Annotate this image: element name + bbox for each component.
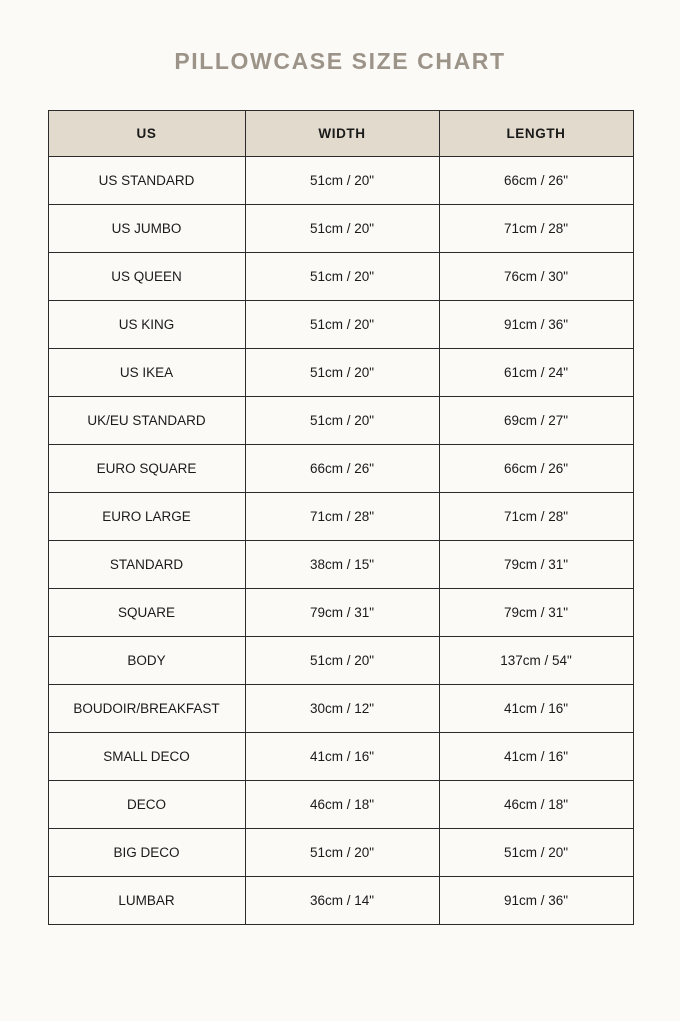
cell-width: 30cm / 12": [245, 685, 439, 733]
table-row: [48, 589, 633, 637]
column-header-length: LENGTH: [439, 111, 633, 157]
table-row: [48, 685, 633, 733]
cell-width: 36cm / 14": [245, 877, 439, 925]
cell-length: 91cm / 36": [439, 877, 633, 925]
cell-width: 51cm / 20": [245, 637, 439, 685]
cell-size-name: SQUARE: [48, 589, 245, 637]
table-row: [48, 157, 633, 205]
cell-size-name: STANDARD: [48, 541, 245, 589]
table-row: [48, 253, 633, 301]
table-row: [48, 781, 633, 829]
table-row: [48, 349, 633, 397]
cell-width: 79cm / 31": [245, 589, 439, 637]
cell-size-name: US JUMBO: [48, 205, 245, 253]
table-row: [48, 205, 633, 253]
cell-size-name: BIG DECO: [48, 829, 245, 877]
cell-length: 61cm / 24": [439, 349, 633, 397]
cell-size-name: US IKEA: [48, 349, 245, 397]
cell-length: 46cm / 18": [439, 781, 633, 829]
cell-size-name: DECO: [48, 781, 245, 829]
cell-size-name: UK/EU STANDARD: [48, 397, 245, 445]
table-body: [48, 157, 633, 925]
cell-width: 51cm / 20": [245, 253, 439, 301]
cell-size-name: US KING: [48, 301, 245, 349]
table-header: [48, 111, 633, 157]
table-row: [48, 493, 633, 541]
cell-length: 76cm / 30": [439, 253, 633, 301]
cell-width: 51cm / 20": [245, 157, 439, 205]
cell-size-name: BODY: [48, 637, 245, 685]
table-row: [48, 733, 633, 781]
table-row: [48, 397, 633, 445]
cell-size-name: EURO SQUARE: [48, 445, 245, 493]
column-header-us: US: [48, 111, 245, 157]
cell-length: 66cm / 26": [439, 445, 633, 493]
table-row: [48, 541, 633, 589]
cell-size-name: EURO LARGE: [48, 493, 245, 541]
cell-size-name: SMALL DECO: [48, 733, 245, 781]
cell-length: 41cm / 16": [439, 685, 633, 733]
cell-size-name: US QUEEN: [48, 253, 245, 301]
table-row: [48, 301, 633, 349]
cell-size-name: LUMBAR: [48, 877, 245, 925]
cell-width: 66cm / 26": [245, 445, 439, 493]
cell-width: 71cm / 28": [245, 493, 439, 541]
cell-width: 46cm / 18": [245, 781, 439, 829]
cell-width: 41cm / 16": [245, 733, 439, 781]
table-row: [48, 877, 633, 925]
cell-length: 51cm / 20": [439, 829, 633, 877]
cell-width: 51cm / 20": [245, 205, 439, 253]
page-title: PILLOWCASE SIZE CHART: [174, 48, 506, 74]
column-header-width: WIDTH: [245, 111, 439, 157]
cell-width: 51cm / 20": [245, 829, 439, 877]
cell-width: 51cm / 20": [245, 349, 439, 397]
cell-length: 91cm / 36": [439, 301, 633, 349]
cell-width: 51cm / 20": [245, 397, 439, 445]
cell-length: 66cm / 26": [439, 157, 633, 205]
cell-length: 71cm / 28": [439, 493, 633, 541]
cell-width: 38cm / 15": [245, 541, 439, 589]
cell-width: 51cm / 20": [245, 301, 439, 349]
pillowcase-size-table: [48, 110, 634, 925]
table-row: [48, 445, 633, 493]
cell-size-name: US STANDARD: [48, 157, 245, 205]
table-header-row: [48, 111, 633, 157]
cell-size-name: BOUDOIR/BREAKFAST: [48, 685, 245, 733]
table-row: [48, 829, 633, 877]
cell-length: 71cm / 28": [439, 205, 633, 253]
cell-length: 79cm / 31": [439, 589, 633, 637]
size-table-container: [48, 110, 633, 925]
cell-length: 137cm / 54": [439, 637, 633, 685]
cell-length: 69cm / 27": [439, 397, 633, 445]
table-row: [48, 637, 633, 685]
cell-length: 41cm / 16": [439, 733, 633, 781]
cell-length: 79cm / 31": [439, 541, 633, 589]
